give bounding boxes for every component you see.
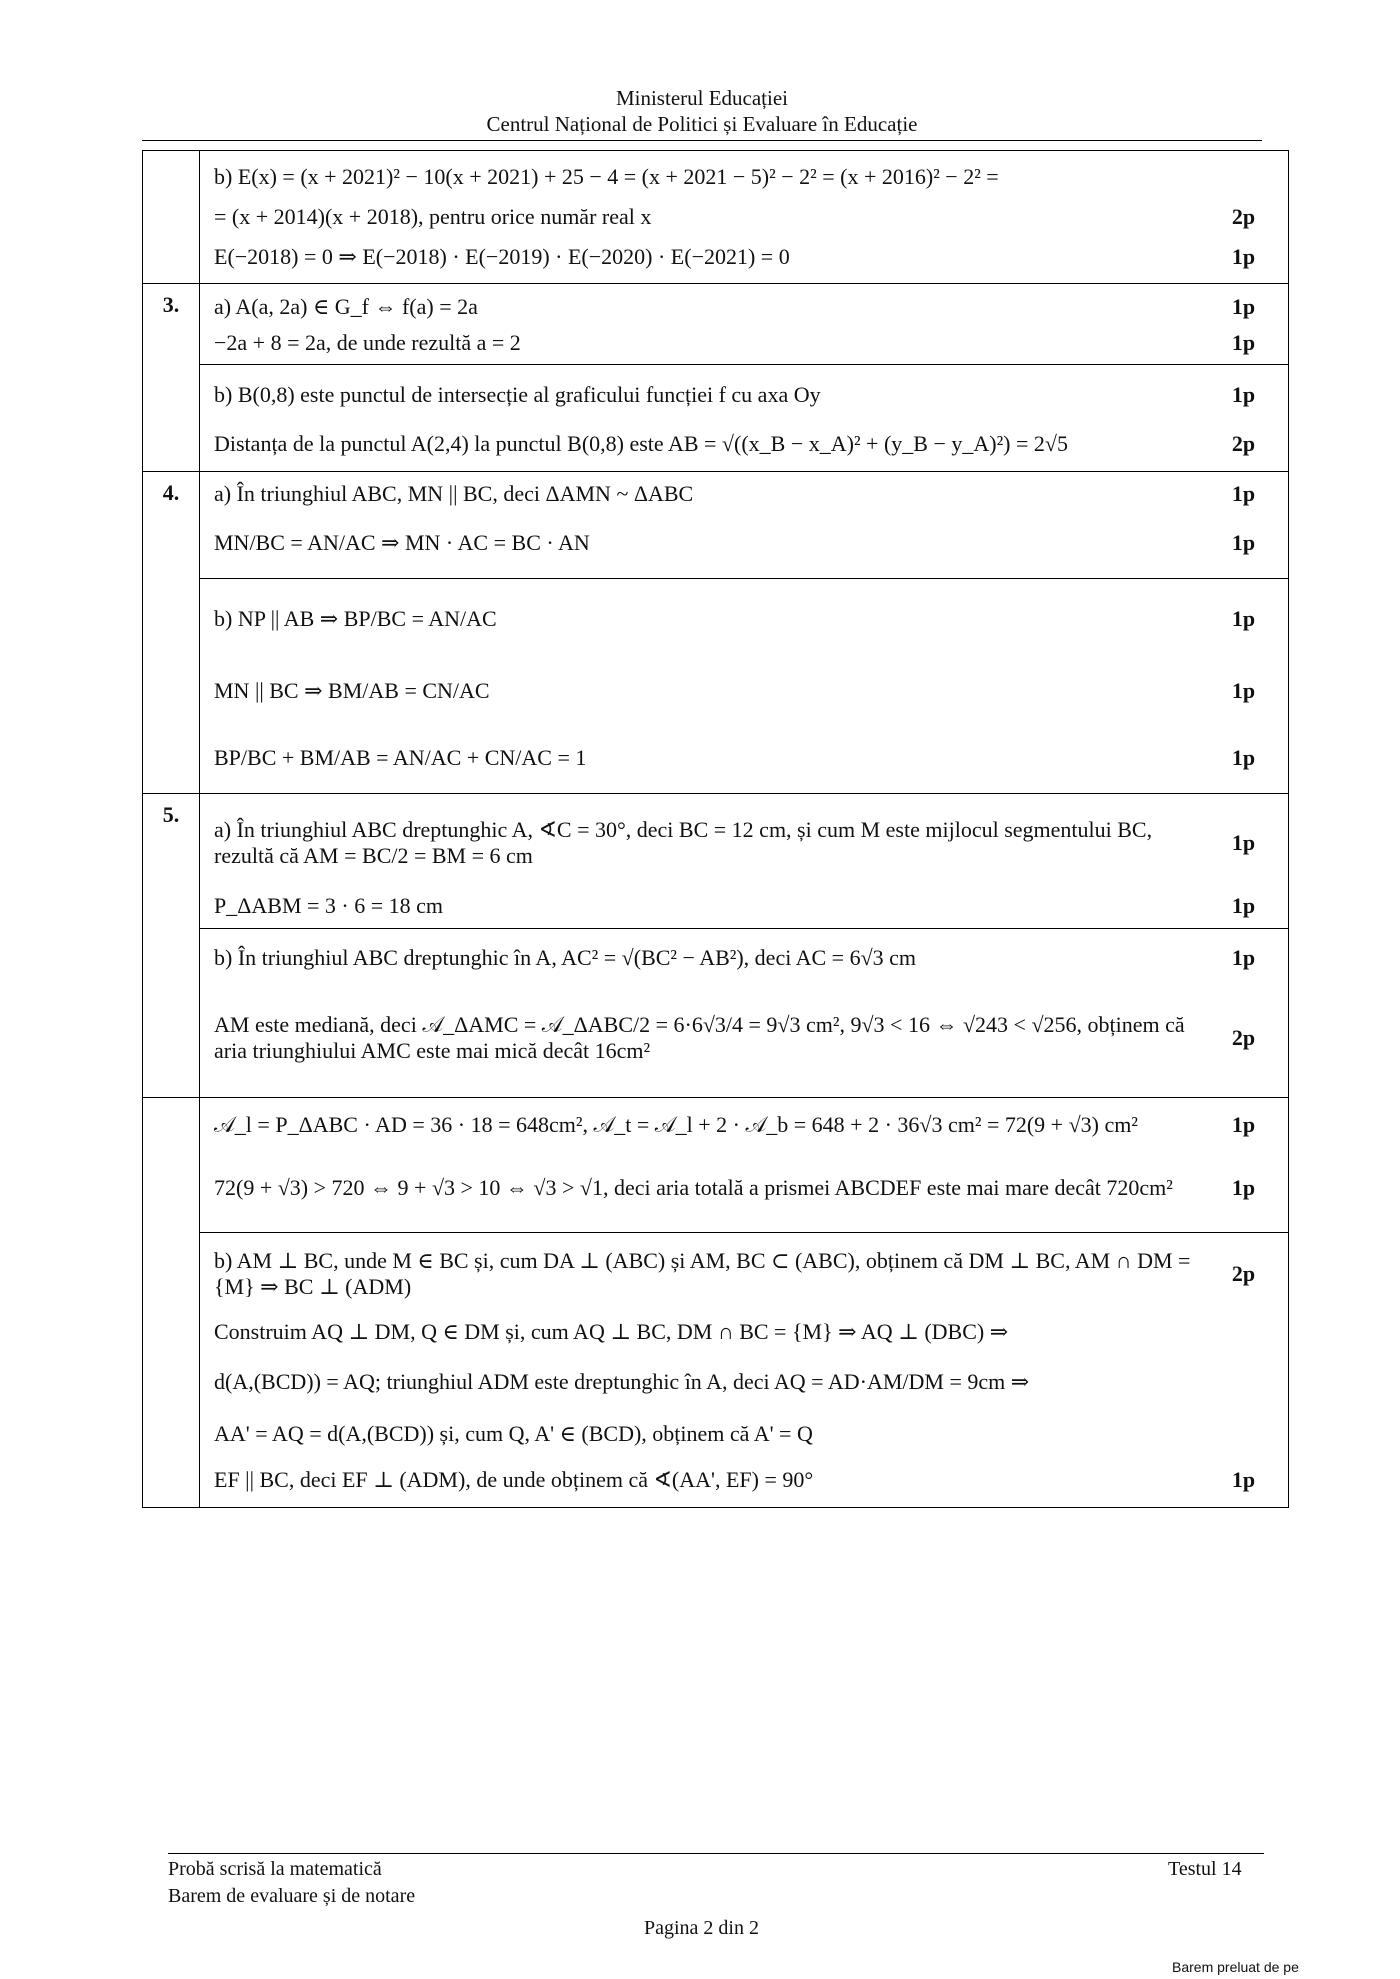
points-badge: 1p	[1231, 244, 1256, 269]
line-text: 72(9 + √3) > 720 ⇔ 9 + √3 > 10 ⇔ √3 > √1, deci aria totală a prismei ABCDEF este mai mare decât 720cm²	[214, 1175, 1173, 1200]
exercise-number: 5.	[143, 794, 200, 1097]
line-text: −2a + 8 = 2a, de unde rezultă a = 2	[214, 330, 521, 355]
points-badge: 2p	[1231, 1025, 1256, 1050]
table-row	[143, 151, 1288, 284]
line-text: = (x + 2014)(x + 2018), pentru orice număr real x	[214, 204, 652, 229]
line-text: b) În triunghiul ABC dreptunghic în A, AC² = √(BC² − AB²), deci AC = 6√3 cm	[214, 945, 917, 970]
table-row	[143, 1098, 1288, 1508]
line-text: d(A,(BCD)) = AQ; triunghiul ADM este dreptunghic în A, deci AQ = AD·AM/DM = 9cm ⇒	[214, 1369, 1030, 1394]
points-badge: 1p	[1231, 945, 1256, 970]
header-rule	[142, 140, 1262, 141]
points-badge: 1p	[1231, 678, 1256, 703]
points-badge: 1p	[1231, 330, 1256, 355]
points-badge: 1p	[1231, 382, 1256, 407]
points-badge: 1p	[1231, 530, 1256, 555]
points-badge: 1p	[1231, 745, 1256, 770]
header-center: Centrul Național de Politici și Evaluare în Educație	[486, 112, 918, 136]
points-badge: 1p	[1231, 1175, 1256, 1200]
row-content	[200, 151, 1288, 283]
points-badge: 1p	[1231, 481, 1256, 506]
exercise-number	[143, 1098, 200, 1507]
row-content	[200, 1098, 1288, 1507]
line-text: MN || BC ⇒ BM/AB = CN/AC	[214, 678, 490, 703]
line-text: b) NP || AB ⇒ BP/BC = AN/AC	[214, 606, 497, 631]
row-content	[200, 794, 1288, 1097]
line-text: AM este mediană, deci 𝒜_ΔAMC = 𝒜_ΔABC/2 = 6·6√3/4 = 9√3 cm², 9√3 < 16 ⇔ √243 < √256, obținem că aria triunghiului AMC este mai mică decât 16cm²	[214, 1012, 1185, 1063]
grading-table	[142, 150, 1289, 1508]
line-text: a) În triunghiul ABC, MN || BC, deci ΔAMN ~ ΔABC	[214, 481, 694, 506]
line-text: a) În triunghiul ABC dreptunghic A, ∢C = 30°, deci BC = 12 cm, și cum M este mijlocul segmentului BC, rezultă că AM = BC/2 = BM = 6 cm	[214, 817, 1153, 868]
table-row	[143, 472, 1288, 794]
line-text: b) AM ⊥ BC, unde M ∈ BC și, cum DA ⊥ (ABC) și AM, BC ⊂ (ABC), obținem că DM ⊥ BC, AM ∩ DM = {M} ⇒ BC ⊥ (ADM)	[214, 1248, 1191, 1299]
footer-subject: Probă scrisă la matematică	[168, 1858, 382, 1880]
points-badge: 1p	[1231, 893, 1256, 918]
row-content	[200, 472, 1288, 793]
table-row	[143, 284, 1288, 472]
points-badge: 2p	[1231, 431, 1256, 456]
line-text: E(−2018) = 0 ⇒ E(−2018) · E(−2019) · E(−2020) · E(−2021) = 0	[214, 244, 790, 269]
footer-test-number: Testul 14	[1168, 1858, 1242, 1880]
points-badge: 1p	[1231, 1467, 1256, 1492]
header-ministry: Ministerul Educației	[615, 86, 789, 110]
points-badge: 1p	[1231, 1112, 1256, 1137]
line-text: P_ΔABM = 3 · 6 = 18 cm	[214, 893, 444, 918]
footer-title: Barem de evaluare și de notare	[168, 1885, 416, 1907]
footer-rule	[168, 1853, 1264, 1854]
exercise-number: 3.	[143, 284, 200, 471]
exercise-number	[143, 151, 200, 283]
footer-corner-note: Barem preluat de pe	[1172, 1959, 1299, 1975]
line-text: AA' = AQ = d(A,(BCD)) și, cum Q, A' ∈ (BCD), obținem că A' = Q	[214, 1421, 813, 1446]
row-content	[200, 284, 1288, 471]
points-badge: 2p	[1231, 1261, 1256, 1286]
line-text: EF || BC, deci EF ⊥ (ADM), de unde obținem că ∢(AA', EF) = 90°	[214, 1467, 814, 1492]
points-badge: 2p	[1231, 204, 1256, 229]
footer-page-number: Pagina 2 din 2	[644, 1917, 759, 1939]
line-text: BP/BC + BM/AB = AN/AC + CN/AC = 1	[214, 745, 587, 770]
exercise-number: 4.	[143, 472, 200, 793]
points-badge: 1p	[1231, 606, 1256, 631]
line-text: MN/BC = AN/AC ⇒ MN · AC = BC · AN	[214, 530, 590, 555]
line-text: b) B(0,8) este punctul de intersecție al graficului funcției f cu axa Oy	[214, 382, 821, 407]
points-badge: 1p	[1231, 830, 1256, 855]
table-row	[143, 794, 1288, 1098]
line-text: b) E(x) = (x + 2021)² − 10(x + 2021) + 25 − 4 = (x + 2021 − 5)² − 2² = (x + 2016)² − 2² =	[214, 164, 999, 189]
line-text: 𝒜_l = P_ΔABC · AD = 36 · 18 = 648cm², 𝒜_t = 𝒜_l + 2 · 𝒜_b = 648 + 2 · 36√3 cm² = 72(9 + √3) cm²	[214, 1112, 1138, 1137]
line-text: Distanța de la punctul A(2,4) la punctul B(0,8) este AB = √((x_B − x_A)² + (y_B − y_A)²) = 2√5	[214, 431, 1068, 456]
points-badge: 1p	[1231, 294, 1256, 319]
line-text: Construim AQ ⊥ DM, Q ∈ DM și, cum AQ ⊥ BC, DM ∩ BC = {M} ⇒ AQ ⊥ (DBC) ⇒	[214, 1319, 1009, 1344]
line-text: a) A(a, 2a) ∈ G_f ⇔ f(a) = 2a	[214, 294, 478, 319]
